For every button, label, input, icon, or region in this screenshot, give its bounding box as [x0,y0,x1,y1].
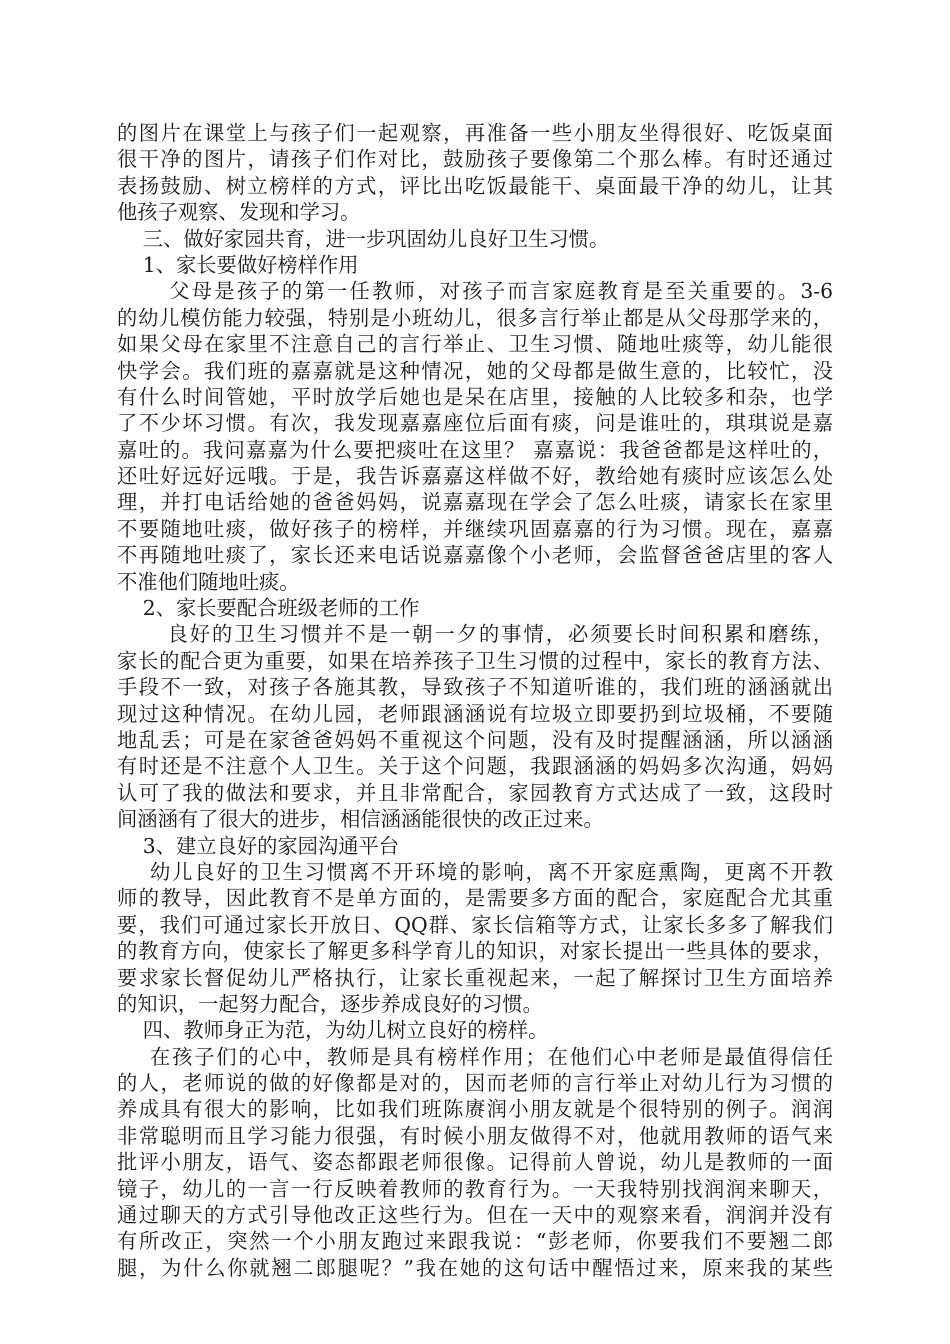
text-line: 的人，老师说的做的好像都是对的，因而老师的言行举止对幼儿行为习惯的 [117,1071,833,1096]
text-line: 要求家长督促幼儿严格执行，让家长重视起来，一起了解探讨卫生方面培养 [117,965,833,990]
text-line: 有时还是不注意个人卫生。关于这个问题，我跟涵涵的妈妈多次沟通，妈妈 [117,754,833,779]
text-line: 的图片在课堂上与孩子们一起观察，再准备一些小朋友坐得很好、吃饭桌面 [117,121,833,145]
text-line: 理，并打电话给她的爸爸妈妈，说嘉嘉现在学会了怎么吐痰，请家长在家里 [117,490,833,515]
text-line: 的知识，一起努力配合，逐步养成良好的习惯。 [117,991,543,1016]
text-line: 有什么时间管她，平时放学后她也是呆在店里，接触的人比较多和杂，也学 [117,384,833,409]
text-line: 师的教导，因此教育不是单方面的，是需要多方面的配合，家庭配合尤其重 [117,886,833,911]
text-line: 父母是孩子的第一任教师，对孩子而言家庭教育是至关重要的。3-6 [117,279,833,304]
document-page [117,120,833,1281]
text-line: 不准他们随地吐痰。 [117,569,300,594]
text-line: 四、教师身正为范，为幼儿树立良好的榜样。 [117,1018,549,1043]
text-line: 批评小朋友，语气、姿态都跟老师很像。记得前人曾说，幼儿是教师的一面 [117,1150,833,1175]
text-line: 表扬鼓励、树立榜样的方式，评比出吃饭最能干、桌面最干净的幼儿，让其 [117,173,833,198]
text-line: 通过聊天的方式引导他改正这些行为。但在一天中的观察来看，润润并没有 [117,1203,833,1228]
text-line: 在孩子们的心中，教师是具有榜样作用；在他们心中老师是最值得信任 [117,1044,833,1069]
text-line: 腿，为什么你就翘二郎腿呢？”我在她的这句话中醒悟过来，原来我的某些 [117,1255,833,1280]
text-line: 如果父母在家里不注意自己的言行举止、卫生习惯、随地吐痰等，幼儿能很 [117,332,833,357]
text-line: 他孩子观察、发现和学习。 [117,200,361,225]
text-line: 非常聪明而且学习能力很强，有时候小朋友做得不对，他就用教师的语气来 [117,1123,833,1148]
text-line: 快学会。我们班的嘉嘉就是这种情况，她的父母都是做生意的，比较忙，没 [117,358,833,383]
text-line: 间涵涵有了很大的进步，相信涵涵能很快的改正过来。 [117,807,604,832]
text-line: 的幼儿模仿能力较强，特别是小班幼儿，很多言行举止都是从父母那学来的， [117,305,833,330]
text-line: 要，我们可通过家长开放日、QQ群、家长信箱等方式，让家长多多了解我们 [117,912,833,937]
text-line: 三、做好家园共育，进一步巩固幼儿良好卫生习惯。 [117,226,610,251]
text-line: 不要随地吐痰，做好孩子的榜样，并继续巩固嘉嘉的行为习惯。现在，嘉嘉 [117,516,833,541]
text-line: 良好的卫生习惯并不是一朝一夕的事情，必须要长时间积累和磨练， [117,622,833,647]
text-line: 幼儿良好的卫生习惯离不开环境的影响，离不开家庭熏陶，更离不开教 [117,859,833,884]
text-line: 地乱丢；可是在家爸爸妈妈不重视这个问题，没有及时提醒涵涵，所以涵涵 [117,727,833,752]
text-line: 很干净的图片，请孩子们作对比，鼓励孩子要像第二个那么棒。有时还通过 [117,147,833,172]
text-line: 认可了我的做法和要求，并且非常配合，家园教育方式达成了一致，这段时 [117,780,833,805]
text-line: 还吐好远好远哦。于是，我告诉嘉嘉这样做不好，教给她有痰时应该怎么处 [117,464,833,489]
text-line: 嘉吐的。我问嘉嘉为什么要把痰吐在这里？ 嘉嘉说：我爸爸都是这样吐的， [117,437,833,462]
text-line: 不再随地吐痰了，家长还来电话说嘉嘉像个小老师，会监督爸爸店里的客人 [117,543,833,568]
text-line: 家长的配合更为重要，如果在培养孩子卫生习惯的过程中，家长的教育方法、 [117,648,833,673]
text-line: 了不少坏习惯。有次，我发现嘉嘉座位后面有痰，问是谁吐的，琪琪说是嘉 [117,411,833,436]
text-line: 有所改正，突然一个小朋友跑过来跟我说：“彭老师，你要我们不要翘二郎 [117,1229,833,1254]
text-line: 2、家长要配合班级老师的工作 [117,596,420,621]
text-line: 3、建立良好的家园沟通平台 [117,833,400,858]
text-line: 的教育方向，使家长了解更多科学育儿的知识，对家长提出一些具体的要求， [117,939,833,964]
text-line: 现过这种情况。在幼儿园，老师跟涵涵说有垃圾立即要扔到垃圾桶，不要随 [117,701,833,726]
text-line: 镜子，幼儿的一言一行反映着教师的教育行为。一天我特别找润润来聊天， [117,1176,833,1201]
text-line: 手段不一致，对孩子各施其教，导致孩子不知道听谁的，我们班的涵涵就出 [117,675,833,700]
text-line: 养成具有很大的影响，比如我们班陈赓润小朋友就是个很特别的例子。润润 [117,1097,833,1122]
text-line: 1、家长要做好榜样作用 [117,252,359,277]
